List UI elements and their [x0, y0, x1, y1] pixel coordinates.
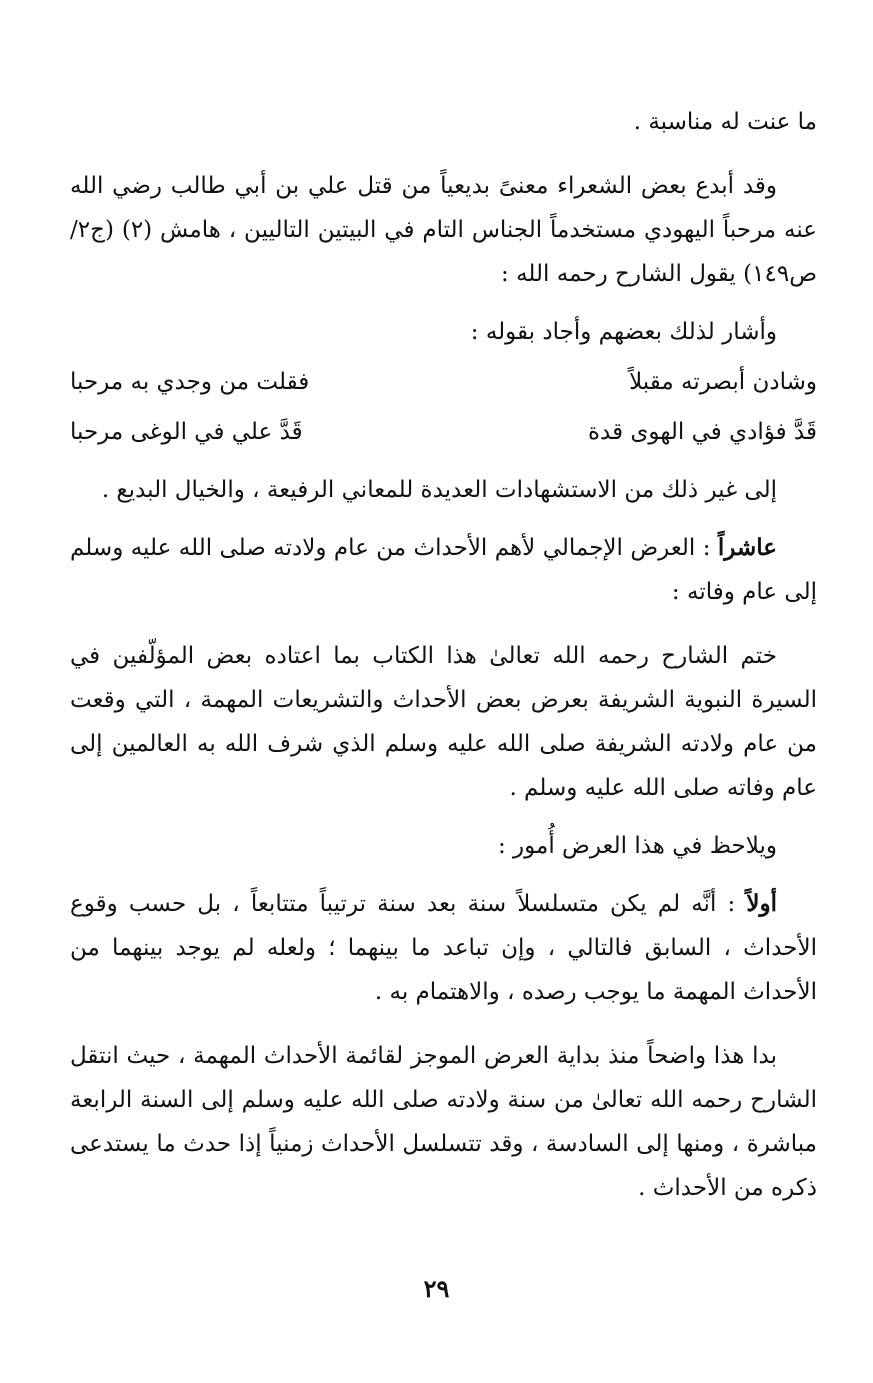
continuation-line: ما عنت له مناسبة . — [633, 109, 817, 135]
page-body — [70, 100, 817, 1323]
verse-1-first-hemistich: وشادن أبصرته مقبلاً — [629, 369, 817, 395]
paragraph-intro-verse: وأشار لذلك بعضهم وأجاد بقوله : — [470, 319, 777, 345]
paragraph-clarification: بدا هذا واضحاً منذ بداية العرض الموجز لقائمة الأحداث المهمة ، حيث انتقل الشارح رحمه الله تعالىٰ من سنة ولادته صلى الله عليه وسلم إلى السنة الرابعة مباشرة ، ومنها إلى السادسة ، وقد تتسلسل الأحداث زمنياً إذا حدث ما يستدعى ذكره من الأحداث . — [70, 1043, 817, 1201]
point-text-first: : أنَّه لم يكن متسلسلاً سنة بعد سنة ترتيباً متتابعاً ، بل حسب وقوع الأحداث ، السابق فالتالي ، وإن تباعد ما بينهما ؛ ولعله لم يوجد بينهما من الأحداث المهمة ما يوجب رصده ، والاهتمام به . — [70, 891, 817, 1005]
verse-2-second-hemistich: قَدَّ علي في الوغى مرحبا — [70, 419, 303, 445]
paragraph-other-examples: إلى غير ذلك من الاستشهادات العديدة للمعاني الرفيعة ، والخيال البديع . — [101, 477, 777, 503]
verse-line-2 — [70, 410, 817, 454]
paragraph-first-point — [70, 882, 817, 1014]
paragraph-tenth-heading — [70, 526, 817, 614]
verse-2-first-hemistich: قَدَّ فؤادي في الهوى قدة — [588, 419, 817, 445]
verse-1-second-hemistich: فقلت من وجدي به مرحبا — [70, 369, 310, 395]
point-label-first: أولاً — [746, 890, 777, 917]
paragraph-poets: وقد أبدع بعض الشعراء معنىً بديعياً من قتل علي بن أبي طالب رضي الله عنه مرحباً اليهودي مستخدماً الجناس التام في البيتين التاليين ، هامش (٢) (ج٢/ ص١٤٩) يقول الشارح رحمه الله : — [70, 173, 817, 287]
paragraph-author-conclusion: ختم الشارح رحمه الله تعالىٰ هذا الكتاب بما اعتاده بعض المؤلّفين في السيرة النبوية الشريفة بعرض بعض الأحداث والتشريعات المهمة ، التي وقعت من عام ولادته الشريفة صلى الله عليه وسلم الذي شرف الله به العالمين إلى عام وفاته صلى الله عليه وسلم . — [70, 643, 817, 801]
verse-line-1 — [70, 360, 817, 404]
paragraph-observations: ويلاحظ في هذا العرض أُمور : — [497, 833, 777, 859]
heading-label-tenth: عاشراً — [717, 534, 777, 561]
heading-text-tenth: : العرض الإجمالي لأهم الأحداث من عام ولادته صلى الله عليه وسلم إلى عام وفاته : — [70, 535, 817, 605]
page-number: ٢٩ — [423, 1274, 450, 1303]
